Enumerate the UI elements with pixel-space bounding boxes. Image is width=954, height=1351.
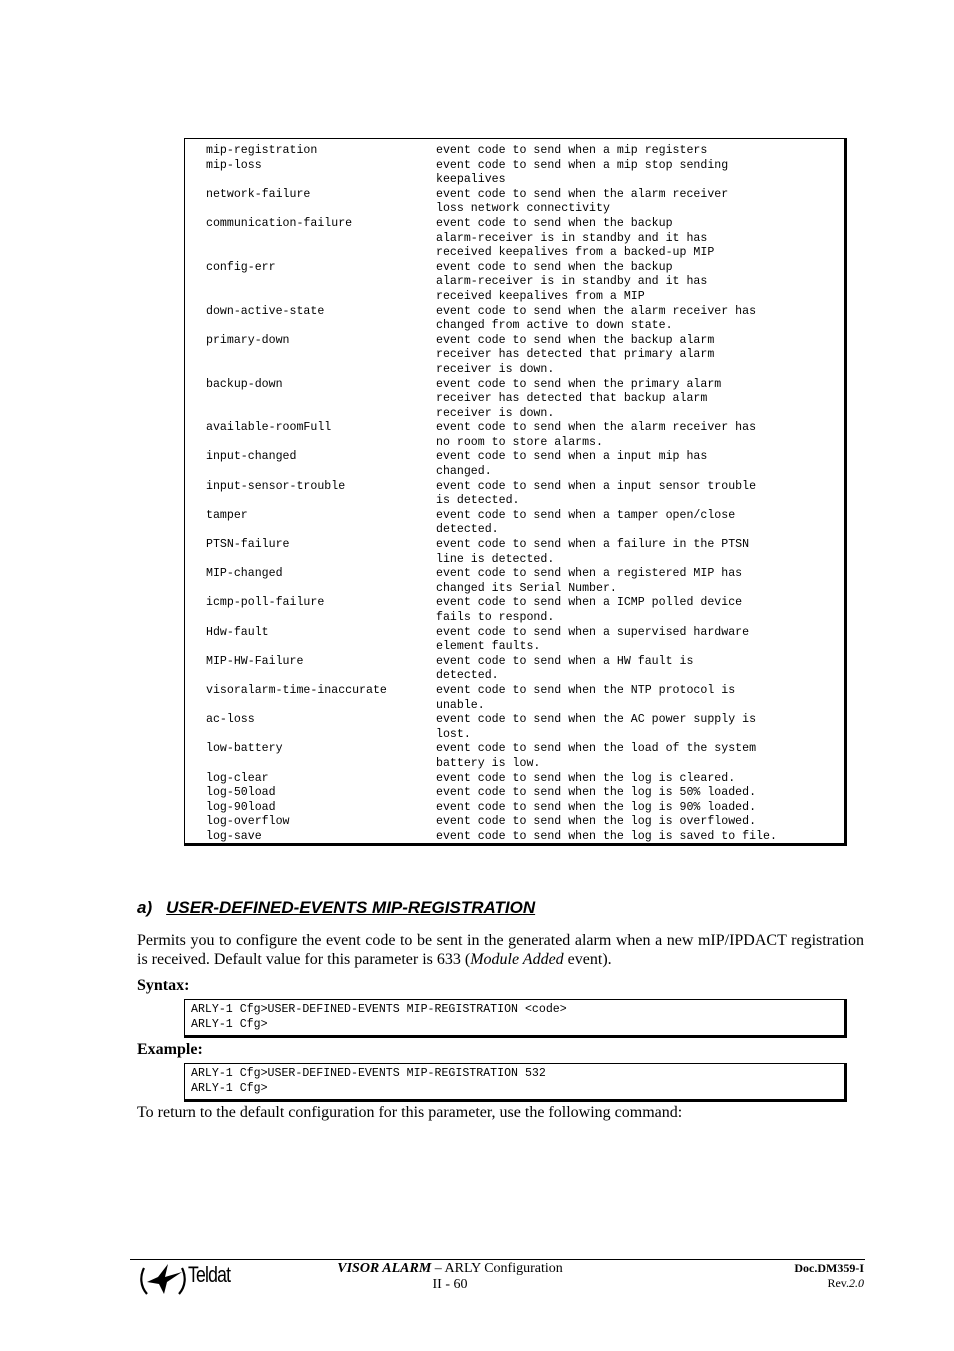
event-row [185, 626, 844, 655]
event-row [185, 567, 844, 596]
event-name: log-overflow [206, 815, 290, 829]
event-description: event code to send when a tamper open/close detected. [436, 508, 736, 537]
paragraph-text-start: Permits you to configure the event code to be sent in the generated alarm when a new mIP/IPDACT registration is received. Default value for this parameter is 633 ( [137, 932, 864, 968]
syntax-code-box [184, 999, 847, 1038]
example-label: Example: [137, 1041, 203, 1058]
section-title: USER-DEFINED-EVENTS MIP-REGISTRATION [166, 898, 536, 917]
footer-center [300, 1261, 600, 1293]
event-description: event code to send when the log is cleared. [436, 771, 736, 785]
event-description: event code to send when a input sensor trouble is detected. [436, 479, 757, 508]
event-name: low-battery [206, 742, 283, 756]
event-name: ac-loss [206, 713, 255, 727]
event-description: event code to send when the log is overflowed. [436, 815, 757, 829]
event-name: mip-registration [206, 144, 318, 157]
paragraph-emphasis: Module Added [470, 951, 564, 968]
event-name: PTSN-failure [206, 538, 290, 552]
event-row [185, 305, 844, 334]
syntax-label: Syntax: [137, 977, 190, 994]
event-row [185, 713, 844, 742]
event-description: event code to send when the alarm receiver has no room to store alarms. [436, 421, 757, 449]
event-name: log-save [206, 829, 262, 843]
event-description: event code to send when the alarm receiver has changed from active to down state. [436, 304, 757, 333]
event-description: event code to send when a ICMP polled device fails to respond. [436, 596, 743, 624]
event-name: log-90load [206, 800, 276, 814]
footer-doc-info [794, 1261, 864, 1291]
event-row [185, 217, 844, 261]
event-row [185, 159, 844, 188]
event-row [185, 334, 844, 378]
event-row [185, 801, 844, 816]
event-name: tamper [206, 508, 248, 522]
event-row [185, 684, 844, 713]
event-description: event code to send when the backup alarm-receiver is in standby and it has received keepalives from a backed-up MIP [436, 216, 715, 260]
event-row [185, 655, 844, 684]
event-name: Hdw-fault [206, 625, 269, 639]
event-name: MIP-HW-Failure [206, 654, 304, 668]
return-default-paragraph: To return to the default configuration for this parameter, use the following command: [137, 1104, 683, 1121]
logo-wordmark: Teldat [188, 1262, 231, 1287]
event-name: visoralarm-time-inaccurate [206, 683, 387, 697]
event-description: event code to send when a supervised hardware element faults. [436, 625, 750, 654]
event-row [185, 450, 844, 479]
event-description: event code to send when the load of the system battery is low. [436, 742, 757, 770]
event-row [185, 786, 844, 801]
event-row [185, 772, 844, 787]
event-name: network-failure [206, 187, 311, 201]
event-description: event code to send when the NTP protocol is unable. [436, 683, 736, 712]
syntax-line: ARLY-1 Cfg>USER-DEFINED-EVENTS MIP-REGISTRATION <code> [191, 1003, 567, 1016]
page-number: II - 60 [432, 1277, 468, 1292]
footer-chapter: ARLY Configuration [444, 1261, 563, 1276]
event-description: event code to send when a mip stop sending keepalives [436, 158, 729, 187]
event-name: log-50load [206, 786, 276, 800]
example-line: ARLY-1 Cfg> [191, 1081, 268, 1095]
teldat-logo [138, 1260, 248, 1298]
event-name: MIP-changed [206, 567, 283, 581]
event-description: event code to send when the alarm receiver loss network connectivity [436, 187, 729, 216]
event-name: down-active-state [206, 304, 325, 318]
event-row [185, 144, 844, 159]
event-row [185, 480, 844, 509]
event-description: event code to send when the log is 50% loaded. [436, 786, 757, 800]
event-name: available-roomFull [206, 421, 332, 435]
revision-label: Rev. [827, 1276, 849, 1290]
event-row [185, 421, 844, 450]
event-row [185, 742, 844, 771]
event-row [185, 538, 844, 567]
description-paragraph [137, 931, 864, 969]
event-description: event code to send when a failure in the PTSN line is detected. [436, 538, 750, 566]
footer-separator: – [431, 1261, 445, 1276]
event-name: backup-down [206, 377, 283, 391]
event-description: event code to send when the primary alarm receiver has detected that backup alarm receiver is down. [436, 377, 722, 420]
event-description: event code to send when the backup alarm-receiver is in standby and it has received keepalives from a MIP [436, 260, 708, 303]
event-name: log-clear [206, 771, 269, 785]
event-description: event code to send when a HW fault is detected. [436, 654, 694, 683]
event-description: event code to send when the AC power supply is lost. [436, 713, 757, 741]
event-row [185, 509, 844, 538]
bird-logo-icon [138, 1260, 188, 1298]
event-description: event code to send when the log is saved to file. [436, 829, 777, 843]
example-line: ARLY-1 Cfg>USER-DEFINED-EVENTS MIP-REGISTRATION 532 [191, 1067, 546, 1080]
event-row [185, 188, 844, 217]
example-code-box [184, 1063, 847, 1102]
event-name: primary-down [206, 333, 290, 347]
footer-product: VISOR ALARM [337, 1261, 432, 1276]
paragraph-text-end: event). [563, 951, 612, 968]
event-row [185, 261, 844, 305]
revision-number: 2.0 [849, 1276, 864, 1290]
event-description: event code to send when a mip registers [436, 144, 708, 157]
event-name: communication-failure [206, 216, 353, 230]
revision [794, 1276, 864, 1291]
section-heading [137, 898, 535, 918]
event-row [185, 830, 844, 845]
event-name: config-err [206, 260, 276, 274]
event-name: input-sensor-trouble [206, 479, 346, 493]
event-codes-table [184, 138, 847, 846]
event-description: event code to send when a input mip has changed. [436, 450, 708, 479]
event-row [185, 596, 844, 625]
event-name: icmp-poll-failure [206, 596, 325, 610]
section-number: a) [137, 898, 153, 917]
syntax-line: ARLY-1 Cfg> [191, 1017, 268, 1031]
doc-id: Doc.DM359-I [794, 1261, 864, 1275]
event-row [185, 378, 844, 422]
event-name: input-changed [206, 450, 297, 464]
event-description: event code to send when a registered MIP has changed its Serial Number. [436, 567, 743, 595]
event-description: event code to send when the log is 90% loaded. [436, 800, 757, 814]
event-row [185, 815, 844, 830]
event-description: event code to send when the backup alarm receiver has detected that primary alarm receiver is down. [436, 333, 715, 376]
event-name: mip-loss [206, 158, 262, 172]
